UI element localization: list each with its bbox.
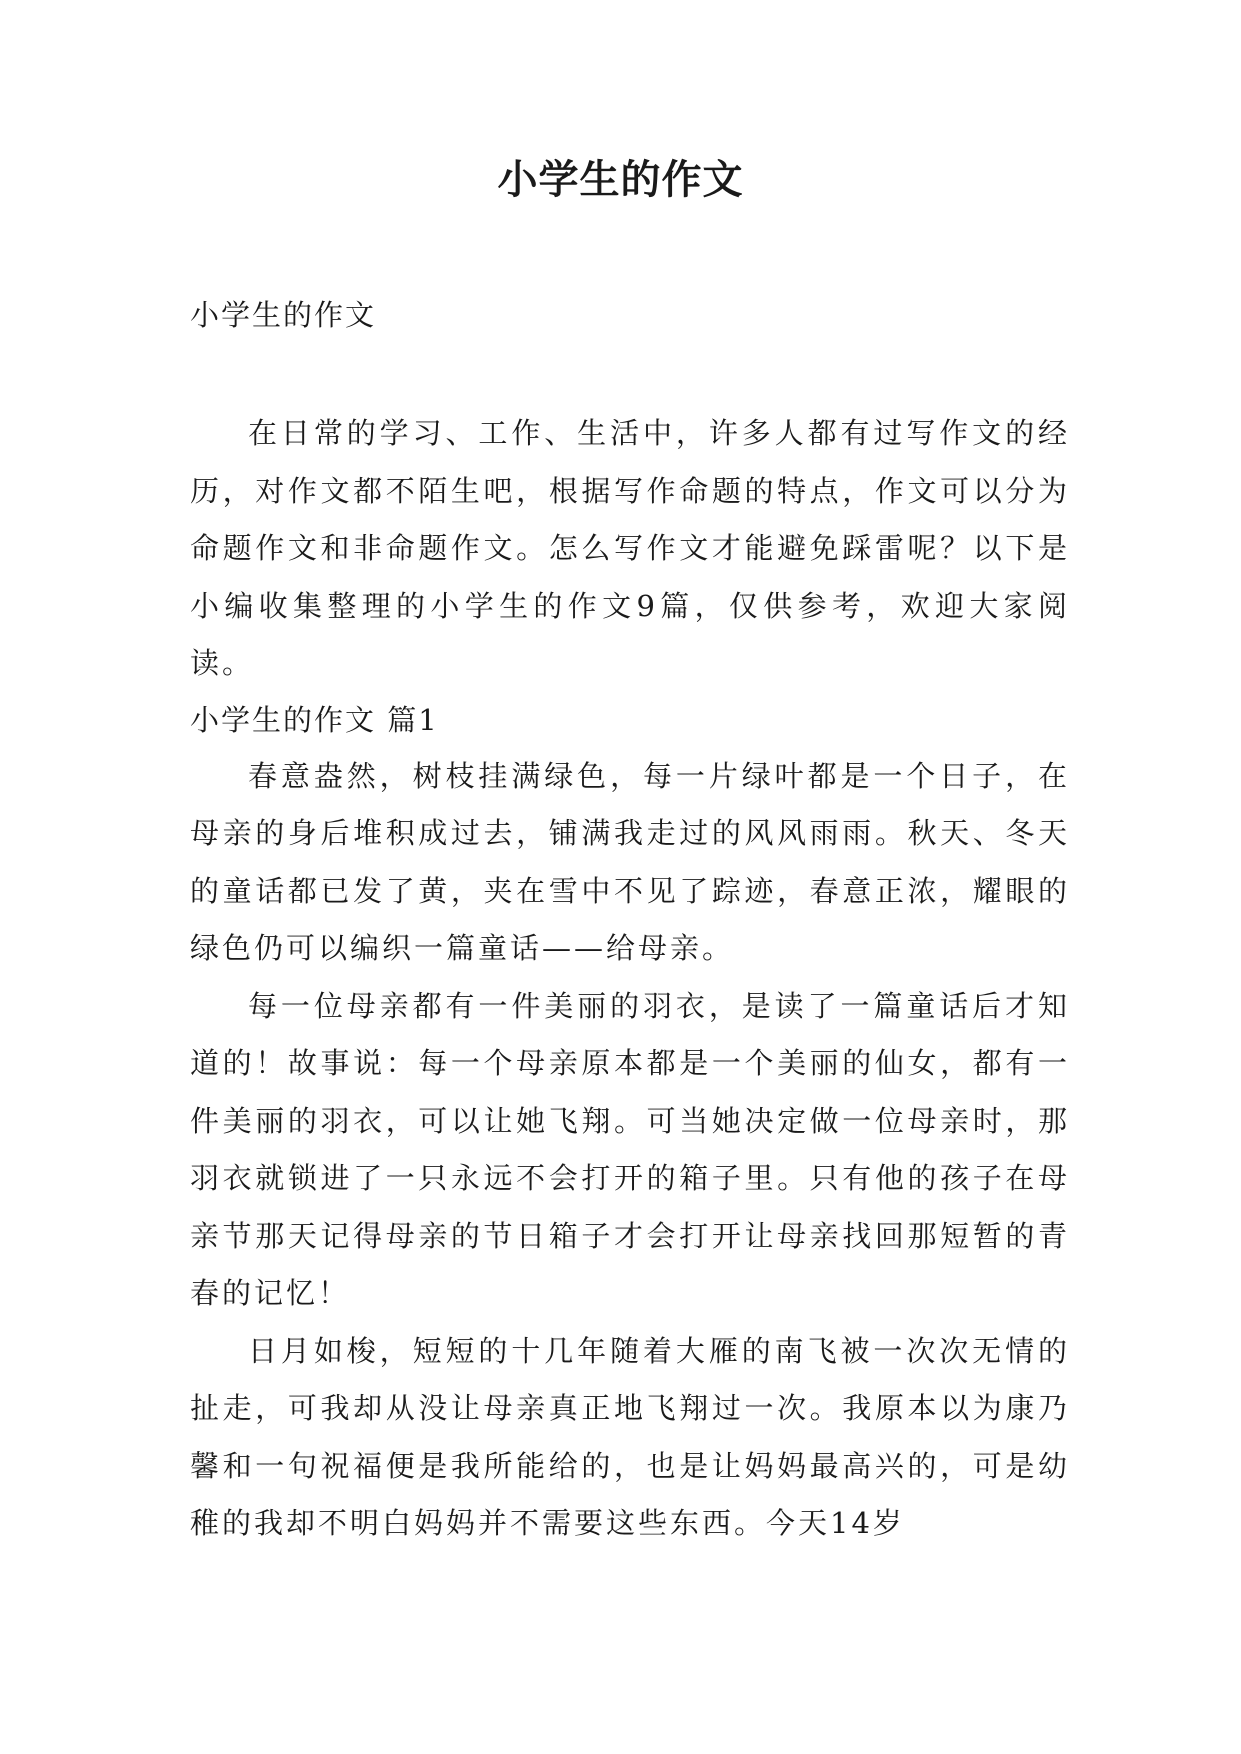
document-title: 小学生的作文: [497, 156, 744, 203]
body-paragraph-3: 日月如梭，短短的十几年随着大雁的南飞被一次次无情的扯走，可我却从没让母亲真正地飞翔过一次。我原本以为康乃馨和一句祝福便是我所能给的，也是让妈妈最高兴的，可是幼稚的我却不明白妈妈并不需要这些东西。今天14岁: [190, 1333, 1070, 1540]
document-subtitle: 小学生的作文: [190, 298, 377, 332]
intro-paragraph: 在日常的学习、工作、生活中，许多人都有过写作文的经历，对作文都不陌生吧，根据写作命题的特点，作文可以分为命题作文和非命题作文。怎么写作文才能避免踩雷呢？以下是小编收集整理的小学生的作文9篇，仅供参考，欢迎大家阅读。: [190, 416, 1070, 680]
section-heading: 小学生的作文 篇1: [190, 702, 439, 737]
body-paragraph-2: 每一位母亲都有一件美丽的羽衣，是读了一篇童话后才知道的！故事说：每一个母亲原本都是一个美丽的仙女，都有一件美丽的羽衣，可以让她飞翔。可当她决定做一位母亲时，那羽衣就锁进了一只永远不会打开的箱子里。只有他的孩子在母亲节那天记得母亲的节日箱子才会打开让母亲找回那短暂的青春的记忆！: [190, 988, 1070, 1310]
body-paragraph-1: 春意盎然，树枝挂满绿色，每一片绿叶都是一个日子，在母亲的身后堆积成过去，铺满我走过的风风雨雨。秋天、冬天的童话都已发了黄，夹在雪中不见了踪迹，春意正浓，耀眼的绿色仍可以编织一篇童话——给母亲。: [190, 758, 1070, 965]
document-body: [190, 405, 1070, 1553]
